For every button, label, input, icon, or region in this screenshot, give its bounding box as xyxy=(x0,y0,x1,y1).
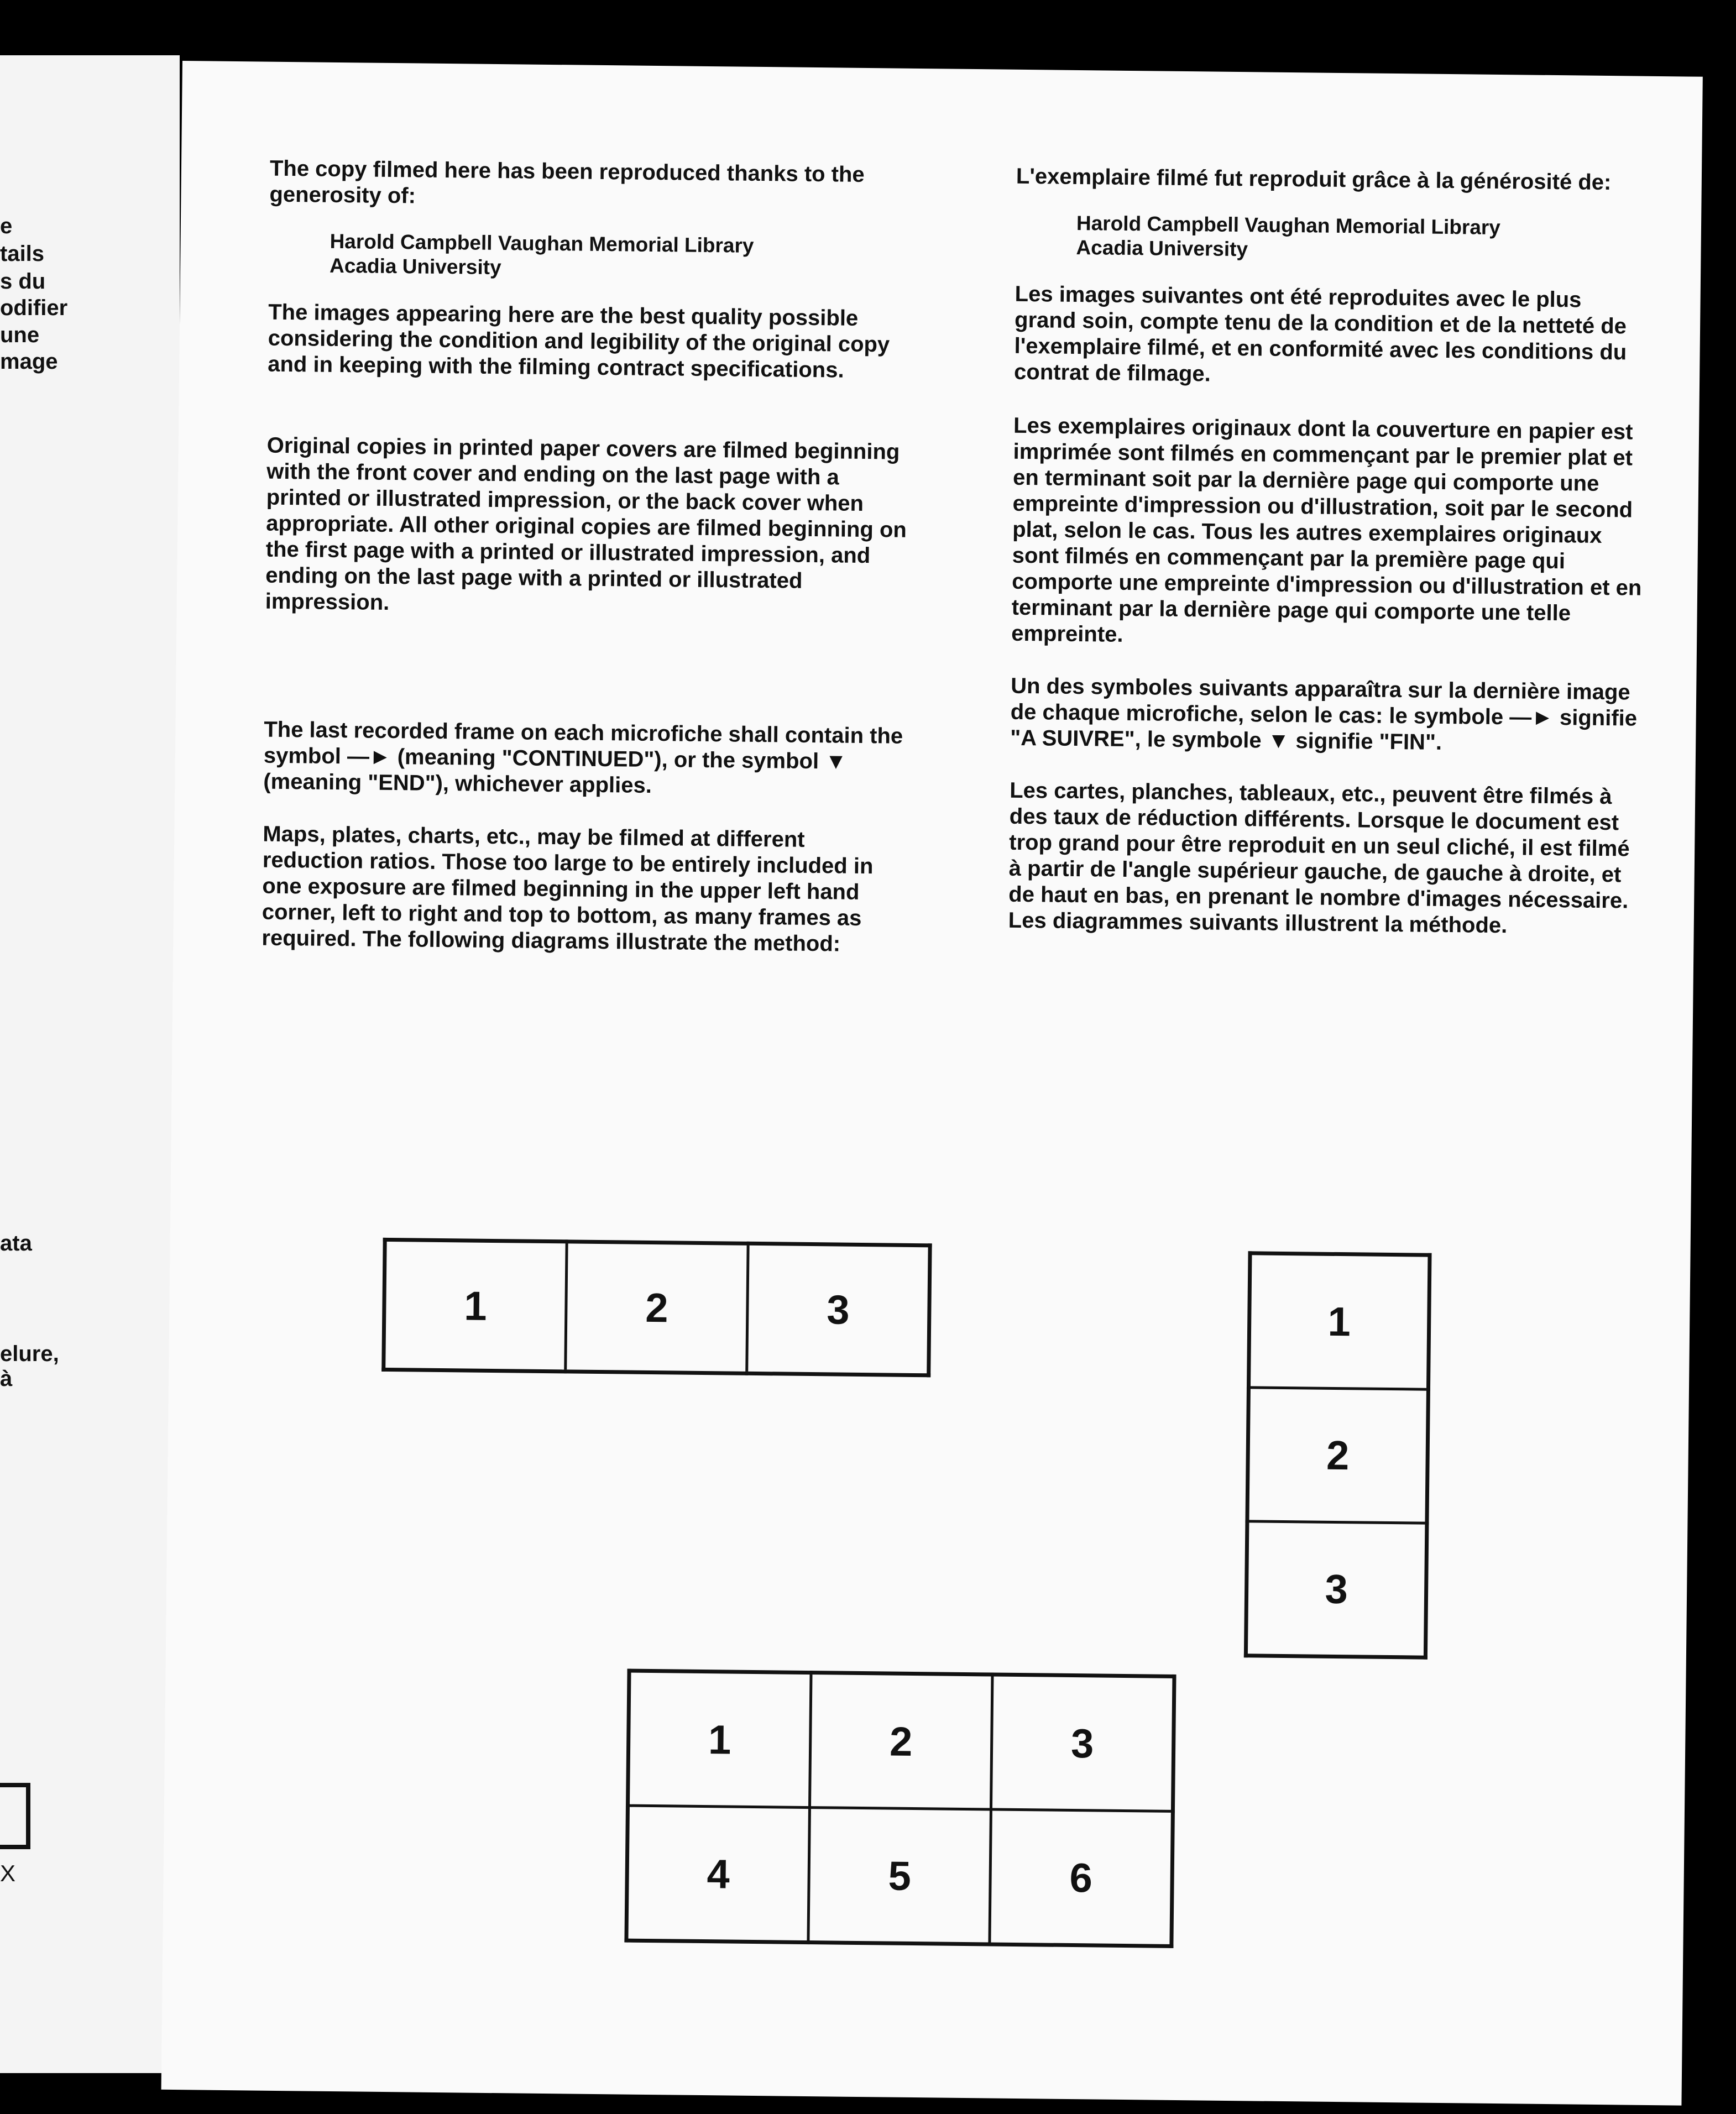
left-page-fragment xyxy=(0,55,180,2073)
triangle-icon: ▼ xyxy=(1267,728,1290,753)
diagram-cell: 3 xyxy=(747,1243,930,1375)
fragment-mark: X xyxy=(0,1860,16,1886)
diagram-cell: 1 xyxy=(628,1671,811,1807)
diagram-cell: 2 xyxy=(1247,1388,1429,1523)
french-library-university: Acadia University xyxy=(1076,236,1248,261)
fragment-line: s du xyxy=(0,269,46,294)
diagram-cell: 1 xyxy=(384,1239,567,1371)
french-quality-paragraph: Les images suivantes ont été reproduites avec le plus grand soin, compte tenu de la condition et de la netteté de l'exemplaire filmé, et en conformité avec les conditions du contrat de filmage. xyxy=(1013,281,1627,386)
french-column xyxy=(1008,164,1647,940)
english-originals-paragraph: Original copies in printed paper covers are filmed beginning with the front cover and ending on the last page with a printed or illustrated impression, or the back cover when appropriate. All other original copies are filmed beginning on the first page with a printed or illustrated impression, and ending on the last page with a printed or illustrated impression. xyxy=(265,433,907,615)
fragment-line: odifier xyxy=(0,296,68,320)
fragment-line: e xyxy=(0,214,13,238)
diagram-grid xyxy=(624,1669,1176,1948)
french-originals-paragraph: Les exemplaires originaux dont la couverture en papier est imprimée sont filmés en commençant par le premier plat et en terminant soit par la dernière page qui comporte une empreinte d'impression ou d'illustration, soit par le second plat, selon le cas. Tous les autres exemplaires originaux sont filmés en commençant par la première page qui comporte une empreinte d'impression ou d'illustration et en terminant par la dernière page qui comporte une telle empreinte. xyxy=(1011,413,1642,647)
diagram-horizontal xyxy=(381,1238,932,1377)
english-symbols-paragraph xyxy=(263,717,905,802)
english-symbols-text-b: (meaning "CONTINUED"), or the symbol xyxy=(397,745,819,774)
english-library-university: Acadia University xyxy=(329,254,501,279)
english-maps-paragraph: Maps, plates, charts, etc., may be filmed at different reduction ratios. Those too large to be entirely included in one exposure are filmed beginning in the upper left hand corner, left to right and top to bottom, as many frames as required. The following diagrams illustrate the method: xyxy=(262,821,874,956)
diagram-cell: 1 xyxy=(1248,1253,1430,1389)
arrow-icon: —► xyxy=(347,744,391,770)
english-intro: The copy filmed here has been reproduced thanks to the generosity of: xyxy=(269,156,865,208)
fragment-line: mage xyxy=(0,349,58,374)
french-symbols-paragraph xyxy=(1010,673,1641,758)
diagram-cell: 6 xyxy=(990,1809,1173,1946)
fragment-line: elure, xyxy=(0,1342,59,1366)
french-intro: L'exemplaire filmé fut reproduit grâce à la générosité de: xyxy=(1016,164,1612,195)
fragment-diagram-box xyxy=(0,1783,30,1849)
fragment-line: ata xyxy=(0,1231,32,1255)
french-library-name: Harold Campbell Vaughan Memorial Library xyxy=(1076,211,1501,239)
fragment-line: une xyxy=(0,323,40,347)
triangle-icon: ▼ xyxy=(825,749,848,774)
fragment-line: tails xyxy=(0,242,45,266)
french-symbols-text-b: signifie "A SUIVRE", le symbole xyxy=(1010,705,1638,753)
french-maps-paragraph: Les cartes, planches, tableaux, etc., peuvent être filmés à des taux de réduction différents. Lorsque le document est trop grand pour être reproduit en un seul cliché, il est filmé à partir de l'angle supérieur gauche, de gauche à droite, et de haut en bas, en prenant le nombre d'images nécessaire. Les diagrammes suivants illustrent la méthode. xyxy=(1008,778,1630,938)
diagram-cell: 4 xyxy=(626,1806,810,1942)
english-library-name: Harold Campbell Vaughan Memorial Library xyxy=(330,229,754,257)
diagram-cell: 3 xyxy=(991,1675,1174,1811)
french-symbols-text-c: signifie "FIN". xyxy=(1295,729,1442,755)
english-quality-paragraph: The images appearing here are the best quality possible considering the condition and legibility of the original copy and in keeping with the filming contract specifications. xyxy=(268,300,890,383)
diagram-cell: 2 xyxy=(566,1242,748,1373)
english-column xyxy=(262,156,911,958)
fragment-line: à xyxy=(0,1367,13,1391)
diagram-vertical xyxy=(1244,1251,1432,1659)
english-symbols-text-c: (meaning "END"), whichever applies. xyxy=(263,769,652,798)
diagram-cell: 5 xyxy=(808,1808,991,1944)
diagram-cell: 2 xyxy=(809,1673,992,1809)
english-symbols-text-a: The last recorded frame on each microfiche shall contain the symbol xyxy=(263,717,903,769)
main-page xyxy=(161,61,1703,2106)
french-symbols-text-a: Un des symboles suivants apparaîtra sur la dernière image de chaque microfiche, selon le cas: le symbole xyxy=(1010,673,1630,730)
diagram-cell: 3 xyxy=(1246,1521,1427,1657)
arrow-icon: —► xyxy=(1509,705,1554,730)
